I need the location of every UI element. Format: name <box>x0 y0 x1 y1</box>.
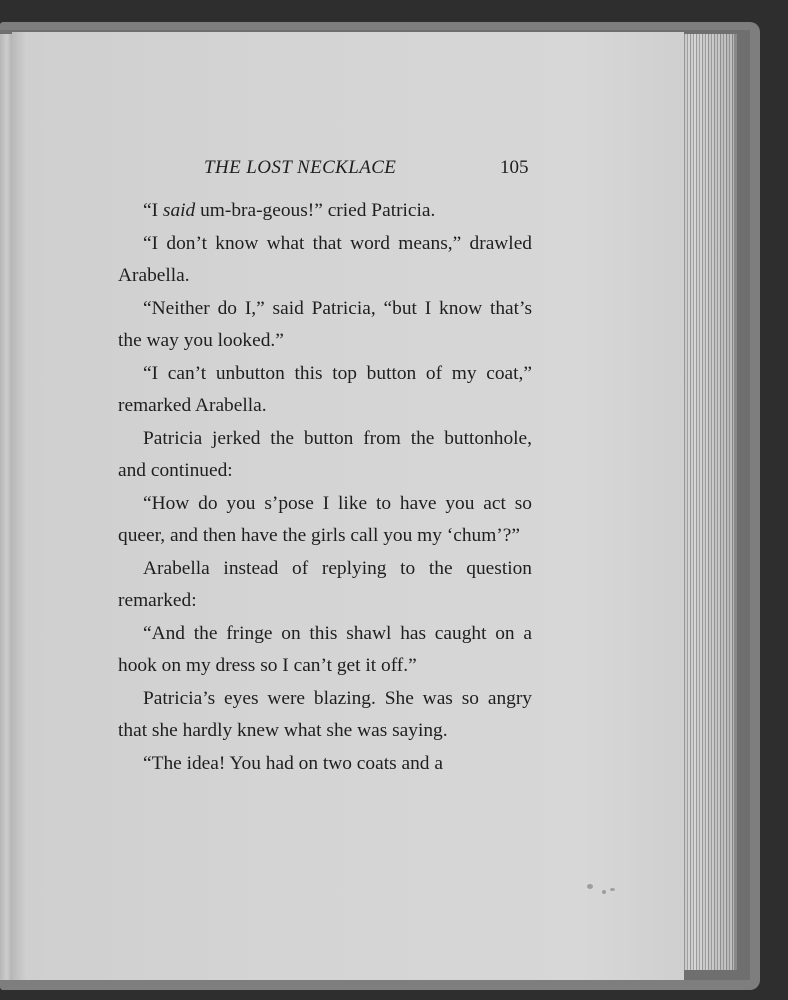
page-number: 105 <box>500 157 529 178</box>
paragraph: “And the fringe on this shawl has caught on a hook on my dress so I can’t get it off.” <box>118 622 532 676</box>
paragraph-text: “I <box>143 200 163 221</box>
paragraph: “The idea! You had on two coats and a <box>143 752 443 774</box>
running-head: THE LOST NECKLACE <box>204 157 397 178</box>
paragraph <box>118 195 532 228</box>
paragraph: “I can’t unbutton this top button of my coat,” remarked Arabella. <box>118 362 532 416</box>
emphasized-word: said <box>162 200 196 221</box>
paragraph: “How do you s’pose I like to have you act so queer, and then have the girls call you my ‘chum’?” <box>118 492 532 546</box>
paragraph: Arabella instead of replying to the question remarked: <box>118 557 532 611</box>
ink-speck <box>602 890 606 894</box>
ink-speck <box>587 884 593 889</box>
paragraph: “I don’t know what that word means,” drawled Arabella. <box>118 232 532 286</box>
body-text <box>118 195 532 780</box>
paragraph-text: um-bra-geous!” cried Patricia. <box>195 200 436 221</box>
paragraph: Patricia’s eyes were blazing. She was so angry that she hardly knew what she was saying. <box>118 687 532 741</box>
ink-speck <box>610 888 615 891</box>
paragraph: Patricia jerked the button from the buttonhole, and continued: <box>118 427 532 481</box>
paragraph: “Neither do I,” said Patricia, “but I know that’s the way you looked.” <box>118 297 532 351</box>
